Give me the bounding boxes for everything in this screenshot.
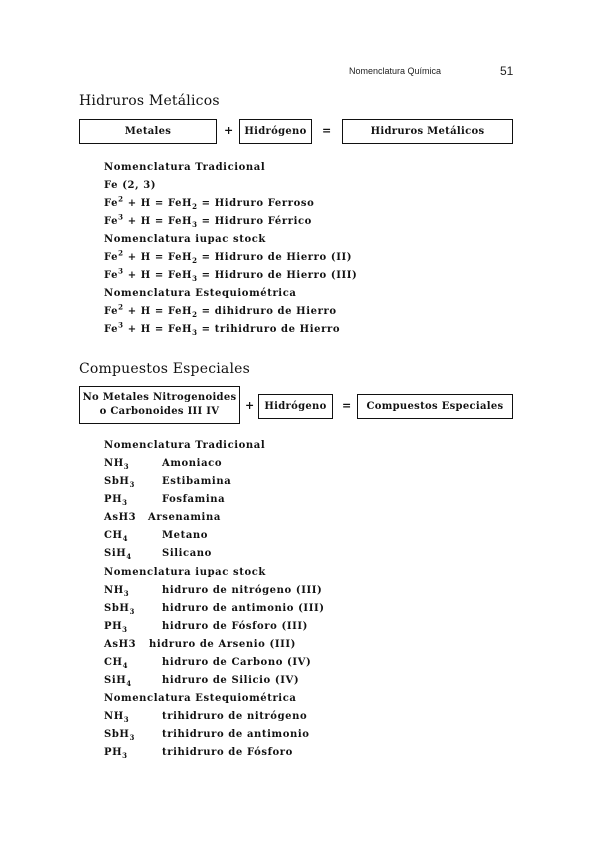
compound-row bbox=[104, 709, 308, 725]
plus-sign-2: + bbox=[245, 399, 255, 412]
equals-sign: = bbox=[322, 124, 332, 137]
formula-subscript: 3 bbox=[122, 498, 128, 507]
formula bbox=[104, 657, 128, 668]
heading-nomenclatura-estequiometrica: Nomenclatura Estequiométrica bbox=[104, 288, 297, 299]
compound-row bbox=[104, 456, 223, 472]
formula-base: AsH3 bbox=[104, 512, 137, 523]
compound-row bbox=[104, 528, 209, 544]
element-symbol: Fe bbox=[104, 216, 119, 227]
formula bbox=[104, 729, 135, 740]
formula-base: NH bbox=[104, 585, 124, 596]
hydride-subscript: 2 bbox=[192, 256, 198, 265]
formula-base: SbH bbox=[104, 729, 130, 740]
valence-superscript: 2 bbox=[118, 302, 124, 312]
compound-name: Fosfamina bbox=[162, 494, 226, 505]
compound-name: = Hidruro de Hierro (II) bbox=[197, 252, 353, 263]
formula bbox=[104, 711, 129, 722]
equation-box-compuestos-especiales: Compuestos Especiales bbox=[357, 394, 513, 419]
heading-nomenclatura-estequiometrica-2: Nomenclatura Estequiométrica bbox=[104, 693, 297, 704]
compound-name: = dihidruro de Hierro bbox=[197, 306, 337, 317]
heading-nomenclatura-tradicional: Nomenclatura Tradicional bbox=[104, 162, 266, 173]
formula bbox=[104, 548, 132, 559]
plus-sign: + bbox=[224, 124, 234, 137]
formula-base: PH bbox=[104, 621, 123, 632]
compound-name: trihidruro de antimonio bbox=[162, 729, 310, 740]
hydride-subscript: 2 bbox=[192, 202, 198, 211]
valence-superscript: 3 bbox=[118, 212, 124, 222]
formula bbox=[104, 747, 128, 758]
equation-row bbox=[104, 214, 312, 230]
formula-base: SbH bbox=[104, 476, 130, 487]
formula-base: CH bbox=[104, 530, 123, 541]
equation-box-metales: Metales bbox=[79, 119, 217, 144]
formula bbox=[104, 476, 135, 487]
equation-box-hidrogeno: Hidrógeno bbox=[239, 119, 312, 144]
compound-row bbox=[104, 546, 212, 562]
formula bbox=[104, 621, 128, 632]
section-title-compuestos-especiales: Compuestos Especiales bbox=[79, 361, 251, 377]
equation-row bbox=[104, 268, 357, 284]
formula bbox=[104, 639, 136, 650]
hydride-subscript: 2 bbox=[192, 310, 198, 319]
heading-nomenclatura-iupac-2: Nomenclatura iupac stock bbox=[104, 567, 266, 578]
hydride-subscript: 3 bbox=[192, 274, 198, 283]
compound-name: trihidruro de nitrógeno bbox=[162, 711, 308, 722]
valence-superscript: 2 bbox=[118, 194, 124, 204]
equation-text: + H = FeH bbox=[123, 270, 193, 281]
formula-base: SiH bbox=[104, 675, 127, 686]
formula-subscript: 3 bbox=[122, 625, 128, 634]
compound-name: hidruro de Arsenio (III) bbox=[149, 639, 296, 650]
formula-base: NH bbox=[104, 711, 124, 722]
formula bbox=[104, 675, 132, 686]
compound-name: hidruro de Fósforo (III) bbox=[162, 621, 308, 632]
valence-superscript: 2 bbox=[118, 248, 124, 258]
formula-subscript: 3 bbox=[129, 607, 135, 616]
formula bbox=[104, 494, 128, 505]
formula bbox=[104, 530, 128, 541]
formula-subscript: 3 bbox=[123, 589, 130, 598]
element-symbol: Fe bbox=[104, 198, 119, 209]
hydride-subscript: 3 bbox=[192, 328, 198, 337]
equation-text: + H = FeH bbox=[123, 198, 193, 209]
compound-row bbox=[104, 745, 293, 761]
formula-base: PH bbox=[104, 747, 123, 758]
formula-base: PH bbox=[104, 494, 123, 505]
compound-name: = Hidruro Férrico bbox=[197, 216, 312, 227]
heading-nomenclatura-tradicional-2: Nomenclatura Tradicional bbox=[104, 440, 266, 451]
equation-text: + H = FeH bbox=[123, 252, 193, 263]
formula-subscript: 4 bbox=[122, 661, 129, 670]
compound-name: hidruro de antimonio (III) bbox=[162, 603, 325, 614]
hydride-subscript: 3 bbox=[192, 220, 198, 229]
equation-box-no-metales bbox=[79, 386, 240, 424]
compound-name: = Hidruro Ferroso bbox=[197, 198, 315, 209]
formula-subscript: 3 bbox=[123, 715, 130, 724]
compound-row bbox=[104, 619, 308, 635]
equation-text: + H = FeH bbox=[123, 306, 193, 317]
compound-name: = Hidruro de Hierro (III) bbox=[197, 270, 358, 281]
equation-row bbox=[104, 196, 314, 212]
compound-row bbox=[104, 655, 312, 671]
formula bbox=[104, 603, 135, 614]
element-symbol: Fe bbox=[104, 324, 119, 335]
formula-subscript: 3 bbox=[129, 733, 135, 742]
element-symbol: Fe bbox=[104, 252, 119, 263]
formula-subscript: 3 bbox=[129, 480, 135, 489]
equation-box-hidruros-metalicos: Hidruros Metálicos bbox=[342, 119, 513, 144]
compound-row bbox=[104, 474, 232, 490]
equation-text: + H = FeH bbox=[123, 324, 193, 335]
equals-sign-2: = bbox=[342, 399, 352, 412]
formula-subscript: 4 bbox=[122, 534, 129, 543]
equation-box-hidrogeno-2: Hidrógeno bbox=[258, 394, 333, 419]
compound-row bbox=[104, 492, 226, 508]
formula-base: NH bbox=[104, 458, 124, 469]
compound-row bbox=[104, 727, 310, 743]
compound-row bbox=[104, 637, 296, 653]
compound-name: Metano bbox=[162, 530, 209, 541]
element-symbol: Fe bbox=[104, 306, 119, 317]
compound-name: trihidruro de Fósforo bbox=[162, 747, 293, 758]
compound-row bbox=[104, 673, 300, 689]
formula-base: SiH bbox=[104, 548, 127, 559]
valence-superscript: 3 bbox=[118, 320, 124, 330]
equation-row bbox=[104, 304, 337, 320]
equation-row bbox=[104, 250, 352, 266]
page-number: 51 bbox=[500, 64, 514, 78]
formula bbox=[104, 512, 136, 523]
compound-name: = trihidruro de Hierro bbox=[197, 324, 341, 335]
compound-row bbox=[104, 583, 323, 599]
iron-valences: Fe (2, 3) bbox=[104, 180, 157, 191]
formula-base: CH bbox=[104, 657, 123, 668]
formula bbox=[104, 458, 129, 469]
compound-name: hidruro de nitrógeno (III) bbox=[162, 585, 323, 596]
formula-base: AsH3 bbox=[104, 639, 137, 650]
heading-nomenclatura-iupac: Nomenclatura iupac stock bbox=[104, 234, 266, 245]
formula-subscript: 4 bbox=[126, 679, 132, 688]
compound-row bbox=[104, 601, 325, 617]
compound-name: Estibamina bbox=[162, 476, 232, 487]
compound-name: hidruro de Silicio (IV) bbox=[162, 675, 300, 686]
compound-name: Arsenamina bbox=[148, 512, 221, 523]
no-metales-line-2: o Carbonoides III IV bbox=[99, 406, 220, 417]
valence-superscript: 3 bbox=[118, 266, 124, 276]
compound-name: Amoniaco bbox=[162, 458, 223, 469]
section-title-hidruros: Hidruros Metálicos bbox=[79, 93, 220, 109]
equation-row bbox=[104, 322, 340, 338]
element-symbol: Fe bbox=[104, 270, 119, 281]
compound-name: hidruro de Carbono (IV) bbox=[162, 657, 312, 668]
formula bbox=[104, 585, 129, 596]
formula-subscript: 4 bbox=[126, 552, 132, 561]
compound-name: Silicano bbox=[162, 548, 212, 559]
formula-subscript: 3 bbox=[123, 462, 130, 471]
compound-row bbox=[104, 510, 221, 526]
no-metales-line-1: No Metales Nitrogenoides bbox=[82, 392, 237, 403]
equation-text: + H = FeH bbox=[123, 216, 193, 227]
formula-base: SbH bbox=[104, 603, 130, 614]
running-title: Nomenclatura Química bbox=[349, 66, 442, 76]
formula-subscript: 3 bbox=[122, 751, 128, 760]
